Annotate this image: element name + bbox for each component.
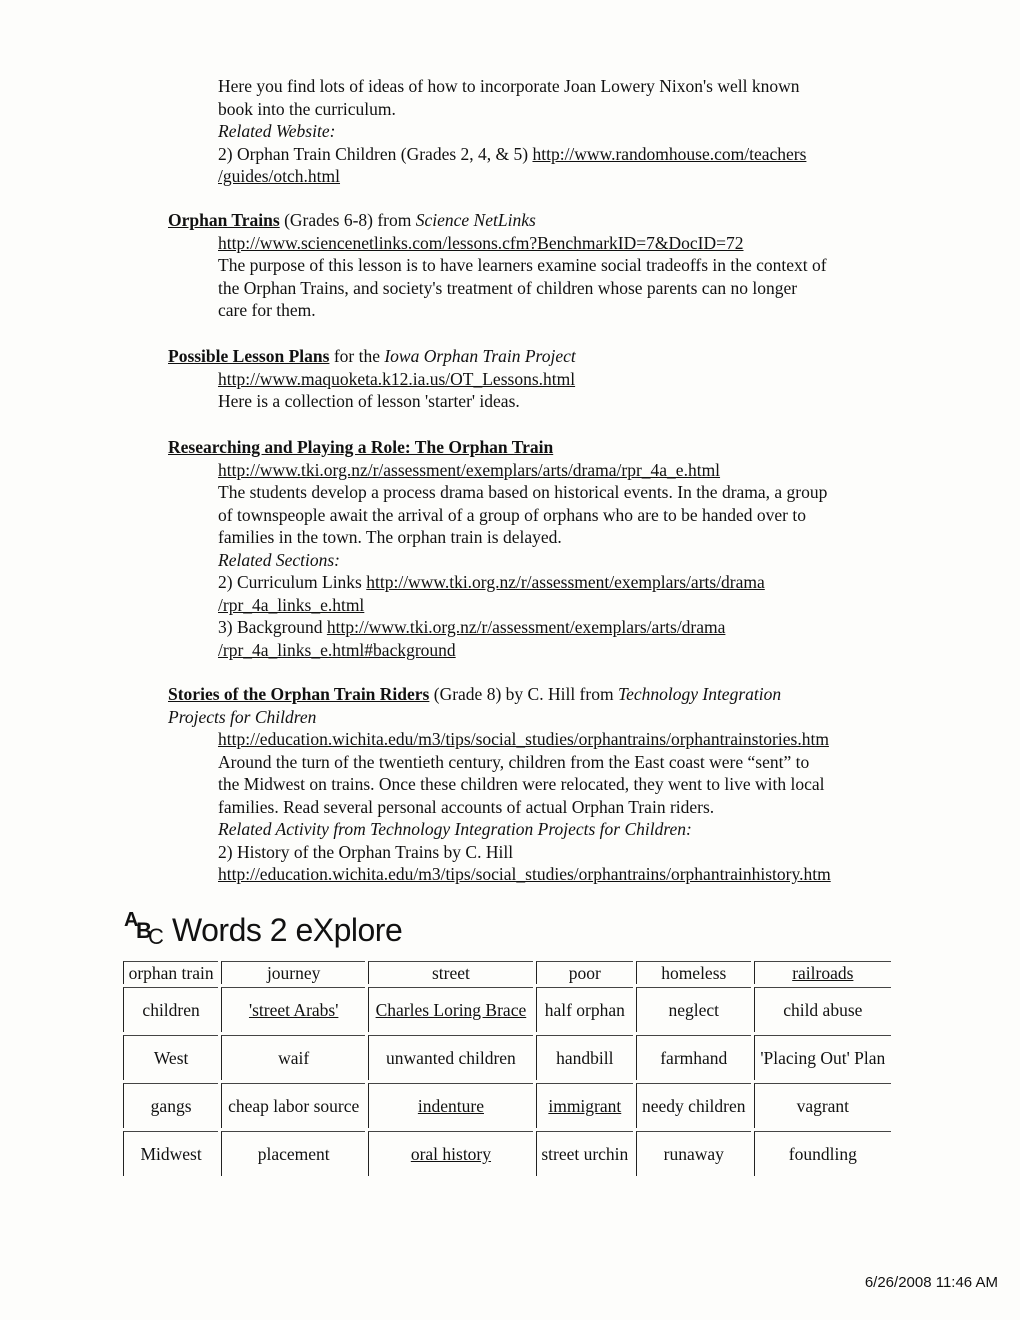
word-cell: street urchin bbox=[536, 1131, 633, 1176]
entry-source: Science NetLinks bbox=[415, 210, 536, 230]
word-link-cell[interactable]: oral history bbox=[368, 1131, 533, 1176]
entry-description: families. Read several personal accounts of actual Orphan Train riders. bbox=[218, 796, 715, 817]
intro-line: Here you find lots of ideas of how to incorporate Joan Lowery Nixon's well known bbox=[218, 76, 800, 96]
resource-entry-researching-role bbox=[168, 436, 908, 661]
resource-entry-orphan-trains bbox=[168, 209, 908, 322]
entry-description: the Orphan Trains, and society's treatment of children whose parents can no longer bbox=[218, 277, 798, 298]
entry-description: families in the town. The orphan train is delayed. bbox=[218, 527, 562, 547]
word-cell: gangs bbox=[123, 1083, 218, 1128]
entry-heading[interactable]: Orphan Trains bbox=[168, 210, 280, 230]
word-cell: journey bbox=[221, 961, 365, 984]
related-item-link[interactable]: http://www.tki.org.nz/r/assessment/exemplars/arts/drama bbox=[366, 572, 765, 592]
word-cell: handbill bbox=[536, 1035, 633, 1080]
entry-source-cont: Projects for Children bbox=[168, 706, 317, 727]
word-link-cell[interactable]: 'street Arabs' bbox=[221, 987, 365, 1032]
table-row bbox=[123, 1035, 891, 1080]
vocabulary-table bbox=[120, 958, 894, 1179]
word-cell: foundling bbox=[754, 1131, 891, 1176]
word-cell: runaway bbox=[636, 1131, 751, 1176]
entry-heading[interactable]: Researching and Playing a Role: The Orphan Train bbox=[168, 437, 554, 457]
table-row bbox=[123, 987, 891, 1032]
related-label: Related Sections: bbox=[218, 549, 340, 570]
entry-meta: for the bbox=[329, 346, 385, 366]
related-label: Related Website: bbox=[218, 121, 336, 141]
entry-source: Iowa Orphan Train Project bbox=[384, 346, 576, 366]
related-item-link-cont[interactable]: /rpr_4a_links_e.html bbox=[218, 594, 365, 615]
word-link-cell[interactable]: immigrant bbox=[536, 1083, 633, 1128]
word-cell: children bbox=[123, 987, 218, 1032]
related-item-text: 2) Curriculum Links bbox=[218, 572, 367, 592]
related-item-text: 2) History of the Orphan Trains by C. Hill bbox=[218, 841, 514, 862]
words-explore-title: Words 2 eXplore bbox=[172, 912, 403, 948]
table-row bbox=[123, 1083, 891, 1128]
related-website-link-cont[interactable]: /guides/otch.html bbox=[218, 166, 341, 186]
word-cell: orphan train bbox=[123, 961, 218, 984]
related-item-link-cont[interactable]: /rpr_4a_links_e.html#background bbox=[218, 639, 456, 660]
resource-entry-lesson-plans bbox=[168, 345, 908, 413]
entry-url[interactable]: http://www.tki.org.nz/r/assessment/exemplars/arts/drama/rpr_4a_e.html bbox=[218, 459, 721, 480]
entry-meta: (Grade 8) by C. Hill from bbox=[429, 684, 618, 704]
entry-description: Here is a collection of lesson 'starter' ideas. bbox=[218, 391, 520, 411]
word-cell: vagrant bbox=[754, 1083, 891, 1128]
entry-description: The students develop a process drama based on historical events. In the drama, a group bbox=[218, 482, 828, 502]
entry-url[interactable]: http://www.sciencenetlinks.com/lessons.cfm?BenchmarkID=7&DocID=72 bbox=[218, 232, 744, 253]
entry-meta: (Grades 6-8) from bbox=[279, 210, 416, 230]
table-row bbox=[123, 961, 891, 984]
entry-url[interactable]: http://education.wichita.edu/m3/tips/social_studies/orphantrains/orphantrainstories.htm bbox=[218, 729, 829, 749]
resource-entry-stories bbox=[168, 683, 908, 886]
related-item-text: 3) Background bbox=[218, 617, 327, 637]
word-cell: street bbox=[368, 961, 533, 984]
related-website-link[interactable]: http://www.randomhouse.com/teachers bbox=[532, 143, 807, 164]
entry-url[interactable]: http://www.maquoketa.k12.ia.us/OT_Lessons.html bbox=[218, 368, 576, 389]
entry-description: care for them. bbox=[218, 300, 316, 320]
entry-description: Around the turn of the twentieth century, children from the East coast were “sent” to bbox=[218, 751, 810, 772]
word-cell: 'Placing Out' Plan bbox=[754, 1035, 891, 1080]
intro-block bbox=[218, 75, 908, 188]
word-cell: unwanted children bbox=[368, 1035, 533, 1080]
words-explore-header bbox=[124, 908, 402, 952]
related-item-link[interactable]: http://www.tki.org.nz/r/assessment/exemplars/arts/drama bbox=[326, 617, 726, 637]
intro-line: book into the curriculum. bbox=[218, 98, 396, 119]
entry-description: the Midwest on trains. Once these children were relocated, they went to live with local bbox=[218, 774, 825, 794]
entry-heading[interactable]: Stories of the Orphan Train Riders bbox=[168, 684, 430, 704]
word-cell: homeless bbox=[636, 961, 751, 984]
related-label: Related Activity from Technology Integration Projects for Children: bbox=[218, 819, 692, 839]
print-timestamp: 6/26/2008 11:46 AM bbox=[864, 1274, 998, 1291]
word-cell: child abuse bbox=[754, 987, 891, 1032]
related-item-link[interactable]: http://education.wichita.edu/m3/tips/social_studies/orphantrains/orphantrainhistory.htm bbox=[218, 864, 831, 884]
word-cell: poor bbox=[536, 961, 633, 984]
word-cell: half orphan bbox=[536, 987, 633, 1032]
word-cell: placement bbox=[221, 1131, 365, 1176]
related-website-text: 2) Orphan Train Children (Grades 2, 4, & 5) bbox=[218, 143, 533, 164]
entry-source: Technology Integration bbox=[617, 684, 782, 704]
word-cell: farmhand bbox=[636, 1035, 751, 1080]
word-cell: neglect bbox=[636, 987, 751, 1032]
word-cell: Midwest bbox=[123, 1131, 218, 1176]
word-link-cell[interactable]: Charles Loring Brace bbox=[368, 987, 533, 1032]
related-website-line bbox=[218, 143, 908, 166]
word-cell: needy children bbox=[636, 1083, 751, 1128]
word-cell: West bbox=[123, 1035, 218, 1080]
word-cell: cheap labor source bbox=[221, 1083, 365, 1128]
word-cell: waif bbox=[221, 1035, 365, 1080]
table-row bbox=[123, 1131, 891, 1176]
entry-description: The purpose of this lesson is to have learners examine social tradeoffs in the context of bbox=[218, 255, 827, 275]
entry-heading[interactable]: Possible Lesson Plans bbox=[168, 346, 330, 366]
entry-description: of townspeople await the arrival of a group of orphans who are to be handed over to bbox=[218, 504, 807, 525]
abc-logo-icon: A B C bbox=[124, 909, 164, 949]
word-link-cell[interactable]: railroads bbox=[754, 961, 891, 984]
word-link-cell[interactable]: indenture bbox=[368, 1083, 533, 1128]
